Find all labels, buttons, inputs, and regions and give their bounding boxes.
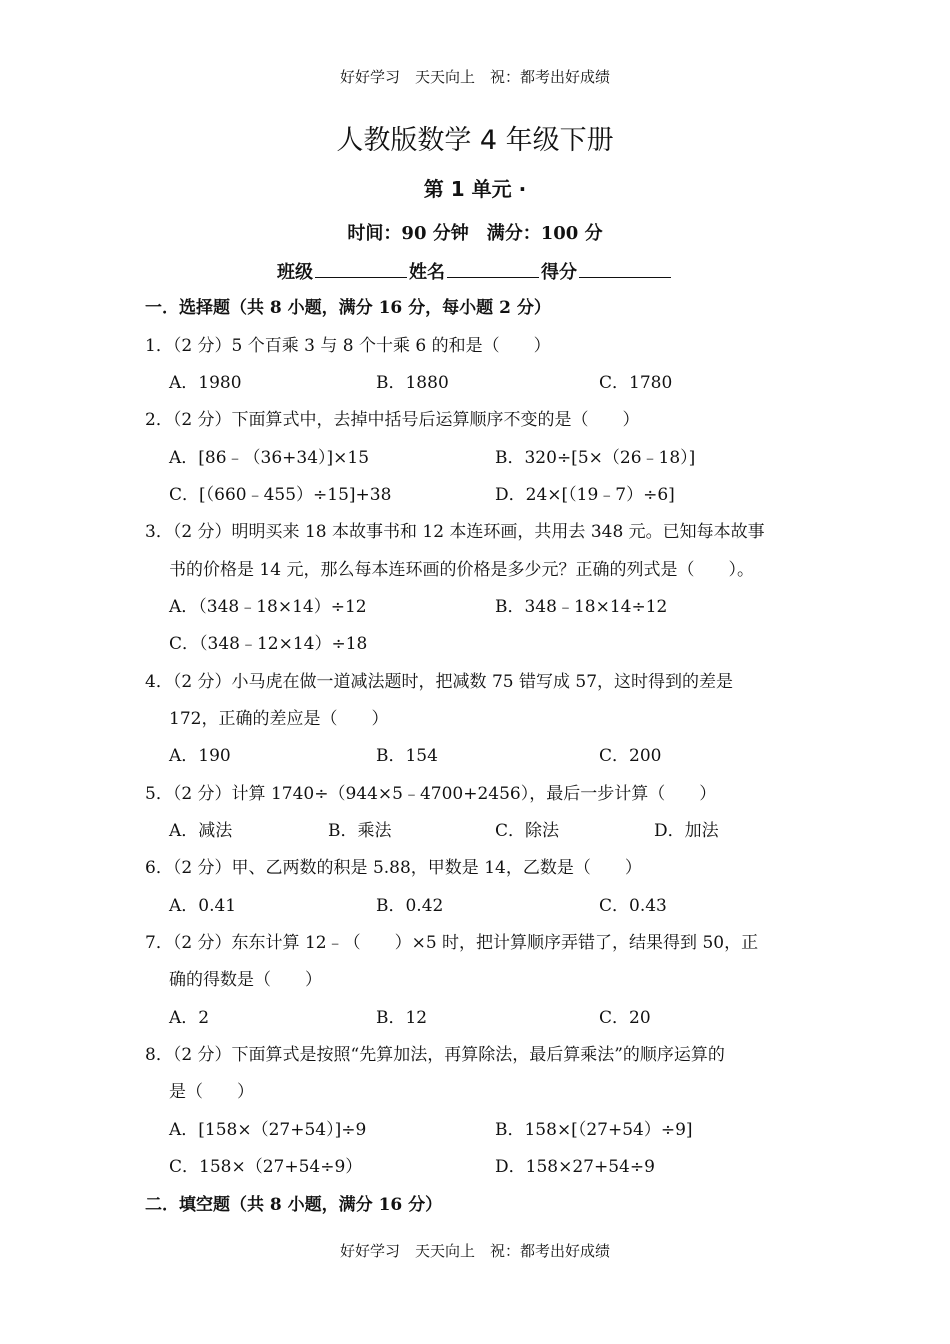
question-4-option-c[interactable]: C．200	[599, 746, 662, 766]
student-info-row	[0, 259, 950, 284]
question-8-option-b[interactable]: B．158×[（27+54）÷9]	[495, 1120, 693, 1140]
question-7-text-continued: 确的得数是（ ）	[169, 970, 322, 990]
question-1-option-c[interactable]: C．1780	[599, 373, 673, 393]
question-4-text-continued: 172，正确的差应是（ ）	[169, 709, 389, 729]
question-4-text: 4．（2 分）小马虎在做一道减法题时，把减数 75 错写成 57，这时得到的差是	[145, 672, 734, 692]
question-3-option-a[interactable]: A．（348﹣18×14）÷12	[169, 597, 367, 617]
question-5-option-a[interactable]: A．减法	[169, 821, 233, 841]
question-5-text: 5．（2 分）计算 1740÷（944×5﹣4700+2456），最后一步计算（ ）	[145, 784, 717, 804]
question-1-option-a[interactable]: A．1980	[169, 373, 242, 393]
question-8-option-c[interactable]: C．158×（27+54÷9）	[169, 1157, 363, 1177]
question-8-option-d[interactable]: D．158×27+54÷9	[495, 1157, 655, 1177]
question-1-text: 1．（2 分）5 个百乘 3 与 8 个十乘 6 的和是（ ）	[145, 336, 551, 356]
question-8-text-continued: 是（ ）	[169, 1082, 254, 1102]
name-label: 姓名	[409, 262, 445, 283]
class-label: 班级	[277, 262, 313, 283]
unit-subtitle: 第 1 单元 ·	[423, 177, 527, 201]
time-score-info: 时间：90 分钟 满分：100 分	[347, 223, 603, 244]
question-5-option-b[interactable]: B．乘法	[328, 821, 392, 841]
question-7-option-b[interactable]: B．12	[376, 1008, 428, 1028]
page-header: 好好学习 天天向上 祝：都考出好成绩	[339, 68, 610, 86]
question-7-text: 7．（2 分）东东计算 12﹣（ ）×5 时，把计算顺序弄错了，结果得到 50，正	[145, 933, 759, 953]
question-4-option-a[interactable]: A．190	[169, 746, 231, 766]
class-blank[interactable]	[315, 259, 407, 278]
question-7-option-c[interactable]: C．20	[599, 1008, 651, 1028]
question-6-option-b[interactable]: B．0.42	[376, 896, 444, 916]
page-title: 人教版数学 4 年级下册	[336, 125, 614, 156]
question-2-option-c[interactable]: C．[（660﹣455）÷15]+38	[169, 485, 392, 505]
name-blank[interactable]	[447, 259, 539, 278]
question-7-option-a[interactable]: A．2	[169, 1008, 210, 1028]
section-heading-fill-blank: 二．填空题（共 8 小题，满分 16 分）	[145, 1195, 443, 1215]
question-4-option-b[interactable]: B．154	[376, 746, 438, 766]
question-2-option-b[interactable]: B．320÷[5×（26﹣18）]	[495, 448, 696, 468]
question-3-text-continued: 书的价格是 14 元，那么每本连环画的价格是多少元？正确的列式是（ ）。	[169, 560, 754, 580]
question-8-option-a[interactable]: A．[158×（27+54）]÷9	[169, 1120, 367, 1140]
question-3-option-b[interactable]: B．348﹣18×14÷12	[495, 597, 668, 617]
score-blank[interactable]	[579, 259, 671, 278]
question-2-option-d[interactable]: D．24×[（19﹣7）÷6]	[495, 485, 675, 505]
question-3-option-c[interactable]: C．（348﹣12×14）÷18	[169, 634, 368, 654]
question-6-option-c[interactable]: C．0.43	[599, 896, 667, 916]
question-6-option-a[interactable]: A．0.41	[169, 896, 237, 916]
question-1-option-b[interactable]: B．1880	[376, 373, 449, 393]
question-2-text: 2．（2 分）下面算式中，去掉中括号后运算顺序不变的是（ ）	[145, 410, 640, 430]
question-5-option-d[interactable]: D．加法	[654, 821, 719, 841]
question-2-option-a[interactable]: A．[86﹣（36+34）]×15	[169, 448, 370, 468]
question-6-text: 6．（2 分）甲、乙两数的积是 5.88，甲数是 14，乙数是（ ）	[145, 858, 642, 878]
score-label: 得分	[541, 262, 577, 283]
question-8-text: 8．（2 分）下面算式是按照“先算加法，再算除法，最后算乘法”的顺序运算的	[145, 1045, 725, 1065]
section-heading-choice: 一．选择题（共 8 小题，满分 16 分，每小题 2 分）	[145, 298, 551, 318]
question-5-option-c[interactable]: C．除法	[495, 821, 560, 841]
page-footer: 好好学习 天天向上 祝：都考出好成绩	[339, 1242, 610, 1260]
question-3-text: 3．（2 分）明明买来 18 本故事书和 12 本连环画，共用去 348 元。已知每本故事	[145, 522, 765, 542]
